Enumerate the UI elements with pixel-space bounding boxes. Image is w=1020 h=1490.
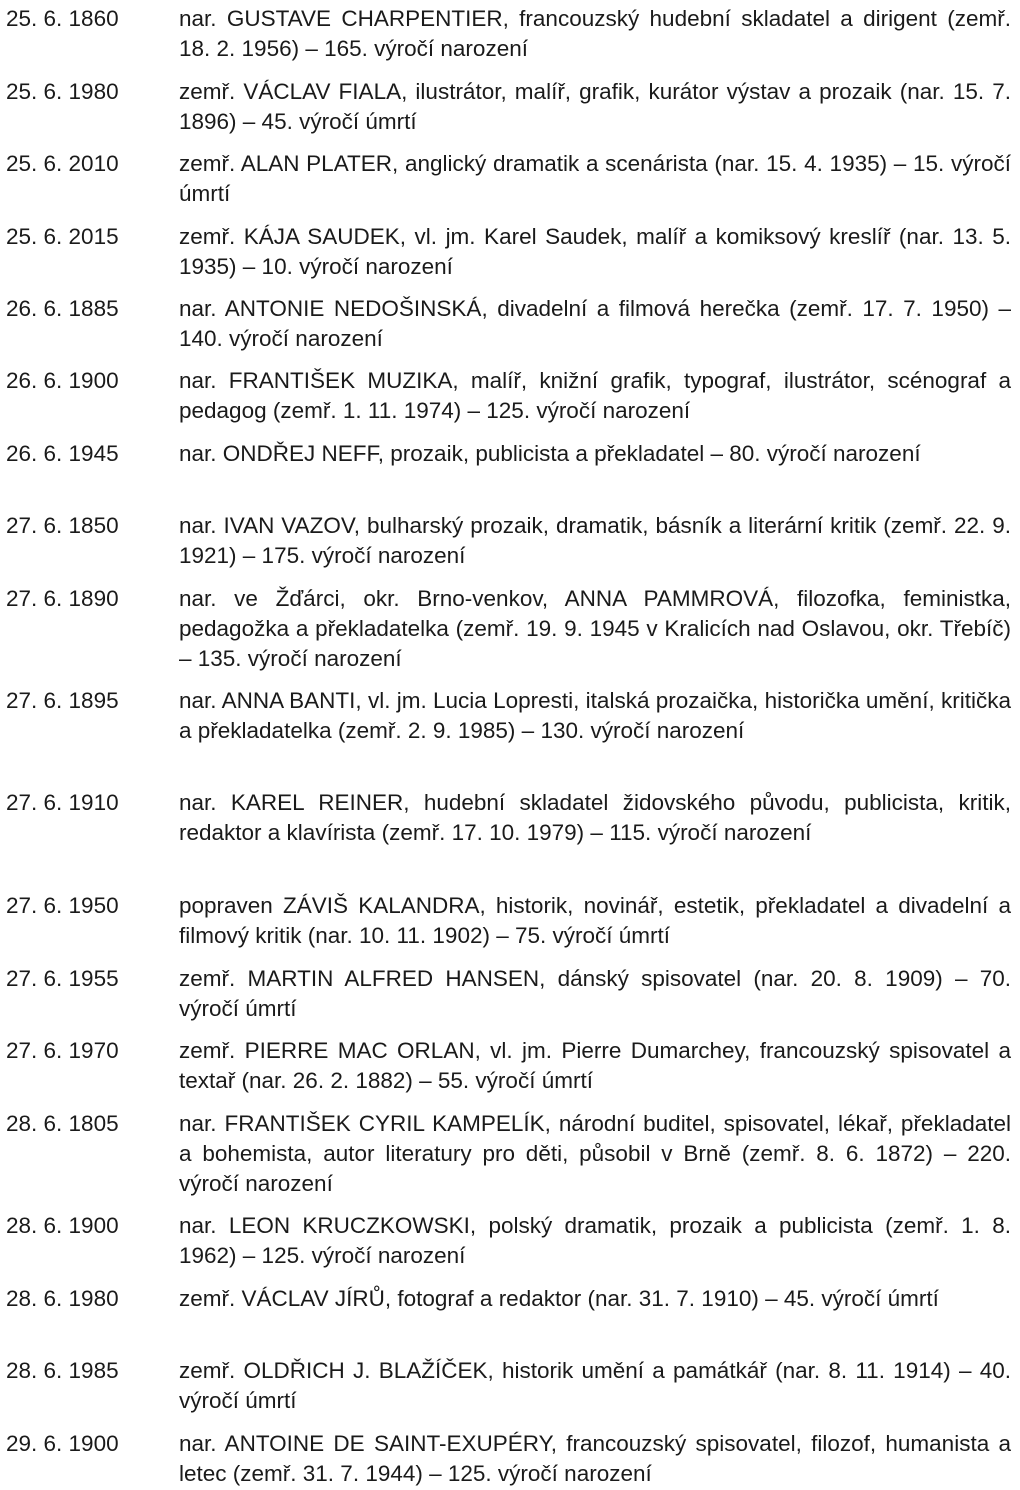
- entry-text: nar. FRANTIŠEK MUZIKA, malíř, knižní grafik, typograf, ilustrátor, scénograf a pedagog (zemř. 1. 11. 1974) – 125. výročí narození: [179, 368, 1011, 423]
- entry-date: 25. 6. 2010: [6, 151, 119, 176]
- entry-date: 27. 6. 1955: [6, 966, 119, 991]
- entry-text: nar. FRANTIŠEK CYRIL KAMPELÍK, národní buditel, spisovatel, lékař, překladatel a bohemista, autor literatury pro děti, působil v Brně (zemř. 8. 6. 1872) – 220. výročí narození: [179, 1111, 1011, 1196]
- entry-date: 28. 6. 1900: [6, 1213, 119, 1238]
- entry-date: 27. 6. 1850: [6, 513, 119, 538]
- entry-text: zemř. KÁJA SAUDEK, vl. jm. Karel Saudek, malíř a komiksový kreslíř (nar. 13. 5. 1935) – 10. výročí narození: [179, 224, 1011, 279]
- entry-text: nar. KAREL REINER, hudební skladatel židovského původu, publicista, kritik, redaktor a klavírista (zemř. 17. 10. 1979) – 115. výročí narození: [179, 790, 1011, 845]
- entry-text: nar. ANTONIE NEDOŠINSKÁ, divadelní a filmová herečka (zemř. 17. 7. 1950) – 140. výročí narození: [179, 296, 1011, 351]
- entry-date: 29. 6. 1900: [6, 1431, 119, 1456]
- entry-date: 25. 6. 1980: [6, 79, 119, 104]
- entry-date: 25. 6. 2015: [6, 224, 119, 249]
- entry-text: zemř. PIERRE MAC ORLAN, vl. jm. Pierre Dumarchey, francouzský spisovatel a textař (nar. 26. 2. 1882) – 55. výročí úmrtí: [179, 1038, 1011, 1093]
- entry-date: 27. 6. 1890: [6, 586, 119, 611]
- entry-text: zemř. VÁCLAV FIALA, ilustrátor, malíř, grafik, kurátor výstav a prozaik (nar. 15. 7. 1896) – 45. výročí úmrtí: [179, 79, 1011, 134]
- entry-text: nar. GUSTAVE CHARPENTIER, francouzský hudební skladatel a dirigent (zemř. 18. 2. 1956) – 165. výročí narození: [179, 6, 1011, 61]
- entry-text: nar. IVAN VAZOV, bulharský prozaik, dramatik, básník a literární kritik (zemř. 22. 9. 1921) – 175. výročí narození: [179, 513, 1011, 568]
- entry-date: 27. 6. 1910: [6, 790, 119, 815]
- entry-text: zemř. OLDŘICH J. BLAŽÍČEK, historik umění a památkář (nar. 8. 11. 1914) – 40. výročí úmrtí: [179, 1358, 1011, 1413]
- entry-date: 26. 6. 1900: [6, 368, 119, 393]
- entry-text: nar. ANTOINE DE SAINT-EXUPÉRY, francouzský spisovatel, filozof, humanista a letec (zemř. 31. 7. 1944) – 125. výročí narození: [179, 1431, 1011, 1486]
- entry-date: 26. 6. 1945: [6, 441, 119, 466]
- entry-date: 25. 6. 1860: [6, 6, 119, 31]
- entry-date: 28. 6. 1985: [6, 1358, 119, 1383]
- entry-text: zemř. VÁCLAV JÍRŮ, fotograf a redaktor (nar. 31. 7. 1910) – 45. výročí úmrtí: [179, 1286, 939, 1311]
- entry-date: 28. 6. 1805: [6, 1111, 119, 1136]
- entry-text: nar. LEON KRUCZKOWSKI, polský dramatik, prozaik a publicista (zemř. 1. 8. 1962) – 125. výročí narození: [179, 1213, 1011, 1268]
- entry-date: 27. 6. 1895: [6, 688, 119, 713]
- entry-text: popraven ZÁVIŠ KALANDRA, historik, novinář, estetik, překladatel a divadelní a filmový kritik (nar. 10. 11. 1902) – 75. výročí úmrtí: [179, 893, 1011, 948]
- entry-date: 26. 6. 1885: [6, 296, 119, 321]
- entry-text: nar. ONDŘEJ NEFF, prozaik, publicista a překladatel – 80. výročí narození: [179, 441, 921, 466]
- entry-date: 27. 6. 1950: [6, 893, 119, 918]
- entry-text: zemř. ALAN PLATER, anglický dramatik a scenárista (nar. 15. 4. 1935) – 15. výročí úmrtí: [179, 151, 1011, 206]
- entry-text: nar. ve Žďárci, okr. Brno-venkov, ANNA PAMMROVÁ, filozofka, feministka, pedagožka a překladatelka (zemř. 19. 9. 1945 v Kralicích nad Oslavou, okr. Třebíč) – 135. výročí narození: [179, 586, 1011, 671]
- entry-date: 27. 6. 1970: [6, 1038, 119, 1063]
- entry-text: zemř. MARTIN ALFRED HANSEN, dánský spisovatel (nar. 20. 8. 1909) – 70. výročí úmrtí: [179, 966, 1011, 1021]
- entry-text: nar. ANNA BANTI, vl. jm. Lucia Lopresti, italská prozaička, historička umění, kritička a překladatelka (zemř. 2. 9. 1985) – 130. výročí narození: [179, 688, 1011, 743]
- entry-date: 28. 6. 1980: [6, 1286, 119, 1311]
